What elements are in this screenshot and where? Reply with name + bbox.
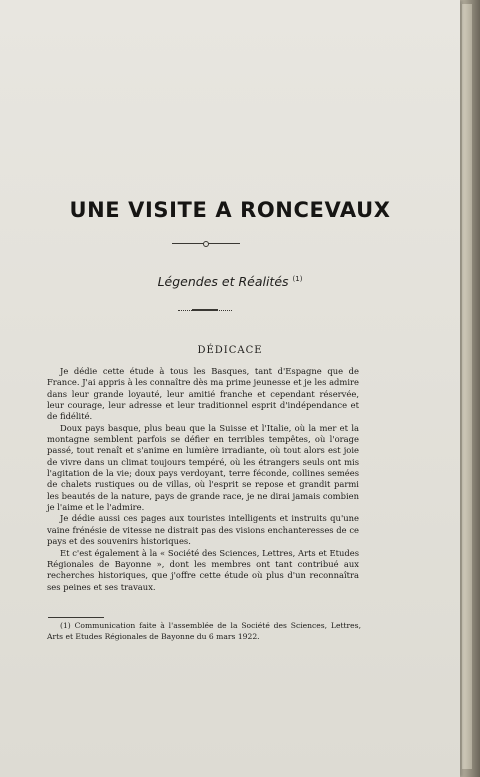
section-heading: DÉDICACE <box>197 345 263 356</box>
subtitle <box>0 274 460 289</box>
subtitle-ornament-bar <box>192 309 218 311</box>
page-title: UNE VISITE A RONCEVAUX <box>69 198 391 222</box>
paragraph: Je dédie aussi ces pages aux touristes intelligents et instruits qu'une vaine frénésie de vitesse ne distrait pas des visions enchanteresses de ce pays et des souvenirs historiques. <box>47 513 359 547</box>
subtitle-text: Légendes et Réalités <box>157 274 289 289</box>
book-page-edge-highlight <box>462 4 472 769</box>
paragraph: Doux pays basque, plus beau que la Suisse et l'Italie, où la mer et la montagne semblent parfois se défier en terribles tempêtes, où l'orage passé, tout renaît et s'anime en lumière irradiante, où tout alors est joie de vivre dans un climat toujours tempéré, où les étrangers seuls ont mis l'agitation de la vie; doux pays verdoyant, terre féconde, collines semées de chalets rustiques ou de villas, où l'esprit se repose et grandit parmi les beautés de la nature, pays de grande race, je ne dirai jamais combien je l'aime et le l'admire. <box>47 422 359 513</box>
paragraph: Et c'est également à la « Société des Sciences, Lettres, Arts et Etudes Régionales de Bayonne », dont les membres ont tant contribué aux recherches historiques, que j'offre cette étude où plus d'un reconnaîtra ses peines et ses travaux. <box>47 547 359 592</box>
dedication-body <box>47 366 359 593</box>
paragraph: Je dédie cette étude à tous les Basques, tant d'Espagne que de France. J'ai appris à les connaître dès ma prime jeunesse et je les admire dans leur grande loyauté, leur amitié franche et cependant réservée, leur courage, leur adresse et leur traditionnel esprit d'indépendance et de fidélité. <box>47 366 359 422</box>
footnote-separator <box>48 617 104 618</box>
footnote: (1) Communication faite à l'assemblée de la Société des Sciences, Lettres, Arts et Etudes Régionales de Bayonne du 6 mars 1922. <box>47 621 361 641</box>
subtitle-footnote-marker: (1) <box>292 274 303 283</box>
title-ornament-dot <box>203 241 209 247</box>
